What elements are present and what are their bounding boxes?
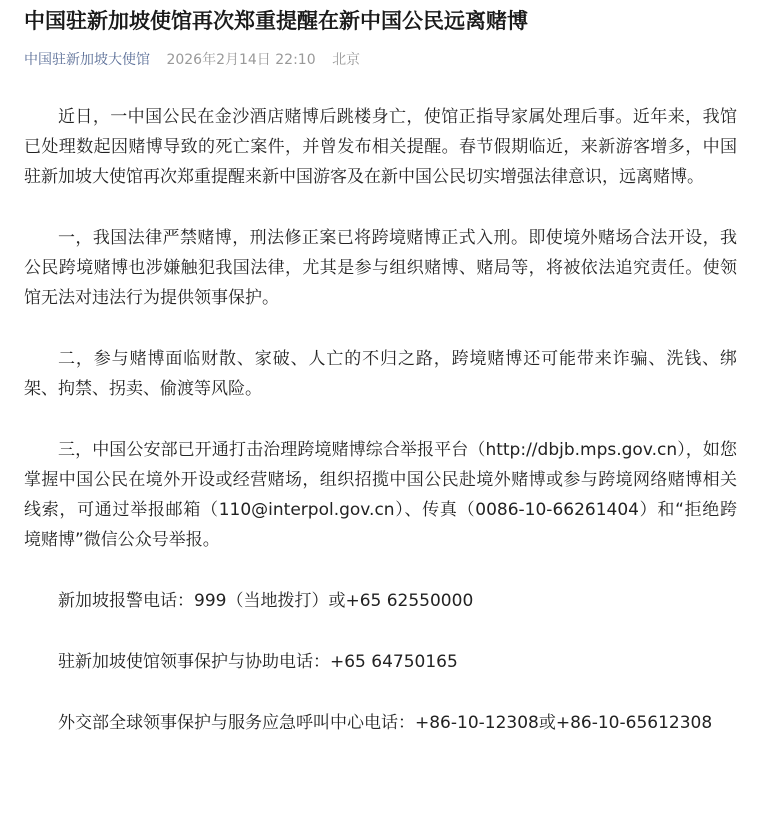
paragraph-intro: 近日，一中国公民在金沙酒店赌博后跳楼身亡，使馆正指导家属处理后事。近年来，我馆已处理数起因赌博导致的死亡案件，并曾发布相关提醒。春节假期临近，来新游客增多，中国驻新加坡大使馆再次郑重提醒来新中国游客及在新中国公民切实增强法律意识，远离赌博。 — [24, 107, 737, 187]
publish-location: 北京 — [332, 52, 361, 68]
article-body — [24, 102, 737, 738]
embassy-hotline: 驻新加坡使馆领事保护与协助电话：+65 64750165 — [58, 652, 458, 672]
mfa-hotline: 外交部全球领事保护与服务应急呼叫中心电话：+86-10-12308或+86-10-65612308 — [58, 713, 713, 733]
article-meta — [24, 50, 737, 70]
account-name-link[interactable]: 中国驻新加坡大使馆 — [24, 52, 150, 68]
paragraph-point-2: 二，参与赌博面临财散、家破、人亡的不归之路，跨境赌博还可能带来诈骗、洗钱、绑架、拘禁、拐卖、偷渡等风险。 — [24, 349, 737, 399]
paragraph-point-1: 一，我国法律严禁赌博，刑法修正案已将跨境赌博正式入刑。即使境外赌场合法开设，我公民跨境赌博也涉嫌触犯我国法律，尤其是参与组织赌博、赌局等，将被依法追究责任。使领馆无法对违法行为提供领事保护。 — [24, 228, 737, 308]
publish-time: 2026年2月14日 22:10 — [166, 52, 316, 68]
paragraph-point-3: 三，中国公安部已开通打击治理跨境赌博综合举报平台（http://dbjb.mps.gov.cn），如您掌握中国公民在境外开设或经营赌场，组织招揽中国公民赴境外赌博或参与跨境网络赌博相关线索，可通过举报邮箱（110@interpol.gov.cn）、传真（0086-10-66261404）和“拒绝跨境赌博”微信公众号举报。 — [24, 440, 737, 550]
article-title: 中国驻新加坡使馆再次郑重提醒在新中国公民远离赌博 — [24, 9, 528, 33]
police-hotline: 新加坡报警电话：999（当地拨打）或+65 62550000 — [58, 591, 474, 611]
